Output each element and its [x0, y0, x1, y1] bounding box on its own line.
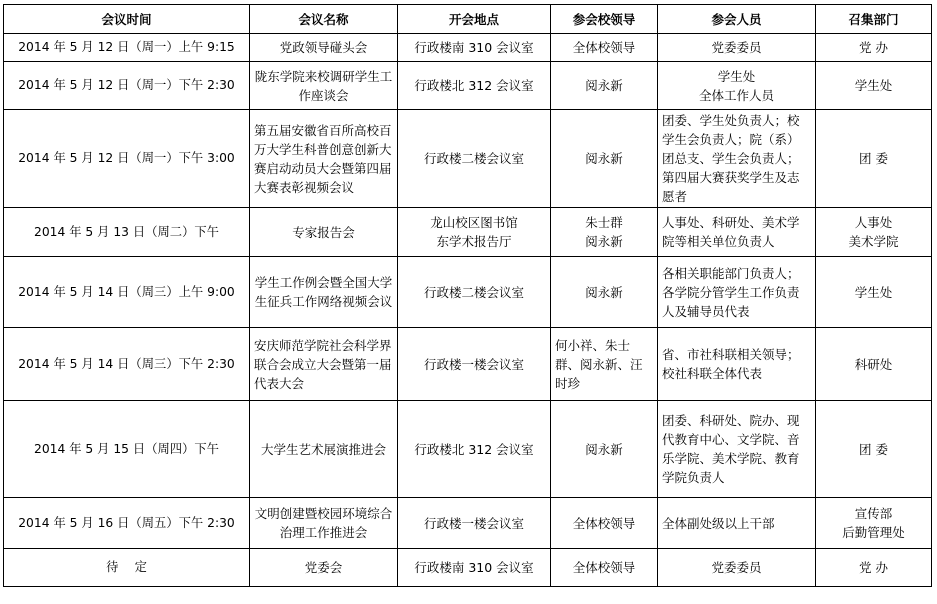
cell-name: 第五届安徽省百所高校百万大学生科普创意创新大赛启动动员大会暨第四届大赛表彰视频会议 — [250, 110, 398, 208]
cell-name: 安庆师范学院社会科学界联合会成立大会暨第一届代表大会 — [250, 328, 398, 401]
cell-leader: 全体校领导 — [551, 498, 658, 549]
cell-dept: 党 办 — [816, 549, 932, 587]
cell-time: 2014 年 5 月 14 日（周三）上午 9:00 — [4, 257, 250, 328]
cell-name: 党委会 — [250, 549, 398, 587]
attendees-line: 学生处 — [717, 68, 756, 84]
place-line: 龙山校区图书馆 — [430, 215, 518, 230]
cell-time: 待 定 — [4, 549, 250, 587]
attendees-line: 全体工作人员 — [698, 87, 774, 103]
cell-place: 行政楼北 312 会议室 — [398, 401, 551, 498]
cell-name: 文明创建暨校园环境综合治理工作推进会 — [250, 498, 398, 549]
cell-place: 行政楼一楼会议室 — [398, 498, 551, 549]
cell-time: 2014 年 5 月 13 日（周二）下午 — [4, 208, 250, 257]
cell-attendees: 人事处、科研处、美术学院等相关单位负责人 — [658, 208, 816, 257]
dept-line: 美术学院 — [848, 234, 899, 249]
cell-place: 行政楼二楼会议室 — [398, 257, 551, 328]
cell-dept: 学生处 — [816, 257, 932, 328]
header-name: 会议名称 — [250, 5, 398, 34]
place-line: 东学术报告厅 — [436, 234, 512, 249]
cell-leader: 全体校领导 — [551, 34, 658, 62]
header-attendees: 参会人员 — [658, 5, 816, 34]
cell-leader: 阅永新 — [551, 401, 658, 498]
cell-place: 行政楼南 310 会议室 — [398, 549, 551, 587]
header-place: 开会地点 — [398, 5, 551, 34]
header-leader: 参会校领导 — [551, 5, 658, 34]
cell-attendees: 团委、学生处负责人；校学生会负责人；院（系）团总支、学生会负责人；第四届大赛获奖学生及志愿者 — [658, 110, 816, 208]
cell-place: 行政楼二楼会议室 — [398, 110, 551, 208]
cell-dept: 团 委 — [816, 401, 932, 498]
cell-name: 学生工作例会暨全国大学生征兵工作网络视频会议 — [250, 257, 398, 328]
cell-time: 2014 年 5 月 15 日（周四）下午 — [4, 401, 250, 498]
dept-line: 后勤管理处 — [842, 525, 905, 540]
cell-attendees: 团委、科研处、院办、现代教育中心、文学院、音乐学院、美术学院、教育学院负责人 — [658, 401, 816, 498]
cell-leader: 何小祥、朱士群、阅永新、汪时珍 — [551, 328, 658, 401]
cell-time: 2014 年 5 月 12 日（周一）下午 3:00 — [4, 110, 250, 208]
cell-leader: 阅永新 — [551, 110, 658, 208]
cell-name: 专家报告会 — [250, 208, 398, 257]
cell-leader: 全体校领导 — [551, 549, 658, 587]
cell-attendees: 省、市社科联相关领导；校社科联全体代表 — [658, 328, 816, 401]
table-row — [4, 328, 932, 401]
cell-leader — [551, 208, 658, 257]
table-row — [4, 110, 932, 208]
header-row — [4, 5, 932, 34]
cell-dept — [816, 498, 932, 549]
cell-time: 2014 年 5 月 16 日（周五）下午 2:30 — [4, 498, 250, 549]
table-row — [4, 498, 932, 549]
cell-place: 行政楼一楼会议室 — [398, 328, 551, 401]
table-row — [4, 34, 932, 62]
table-row — [4, 208, 932, 257]
cell-time: 2014 年 5 月 12 日（周一）上午 9:15 — [4, 34, 250, 62]
meeting-schedule-table — [3, 4, 932, 587]
cell-place — [398, 208, 551, 257]
cell-attendees: 各相关职能部门负责人；各学院分管学生工作负责人及辅导员代表 — [658, 257, 816, 328]
cell-leader: 阅永新 — [551, 62, 658, 110]
cell-dept — [816, 208, 932, 257]
cell-attendees: 全体副处级以上干部 — [658, 498, 816, 549]
cell-place: 行政楼北 312 会议室 — [398, 62, 551, 110]
cell-name: 党政领导碰头会 — [250, 34, 398, 62]
cell-dept: 科研处 — [816, 328, 932, 401]
dept-line: 宣传部 — [854, 506, 893, 521]
cell-name: 大学生艺术展演推进会 — [250, 401, 398, 498]
header-time: 会议时间 — [4, 5, 250, 34]
cell-place: 行政楼南 310 会议室 — [398, 34, 551, 62]
table-row — [4, 62, 932, 110]
cell-attendees — [658, 62, 816, 110]
cell-time: 2014 年 5 月 12 日（周一）下午 2:30 — [4, 62, 250, 110]
cell-dept: 党 办 — [816, 34, 932, 62]
table-row — [4, 401, 932, 498]
table-row — [4, 257, 932, 328]
leader-line: 阅永新 — [585, 234, 623, 249]
cell-dept: 团 委 — [816, 110, 932, 208]
cell-name: 陇东学院来校调研学生工作座谈会 — [250, 62, 398, 110]
cell-attendees: 党委委员 — [658, 34, 816, 62]
cell-attendees: 党委委员 — [658, 549, 816, 587]
leader-line: 朱士群 — [585, 215, 623, 230]
header-dept: 召集部门 — [816, 5, 932, 34]
table-row — [4, 549, 932, 587]
cell-time: 2014 年 5 月 14 日（周三）下午 2:30 — [4, 328, 250, 401]
dept-line: 人事处 — [854, 215, 893, 230]
cell-leader: 阅永新 — [551, 257, 658, 328]
cell-dept: 学生处 — [816, 62, 932, 110]
